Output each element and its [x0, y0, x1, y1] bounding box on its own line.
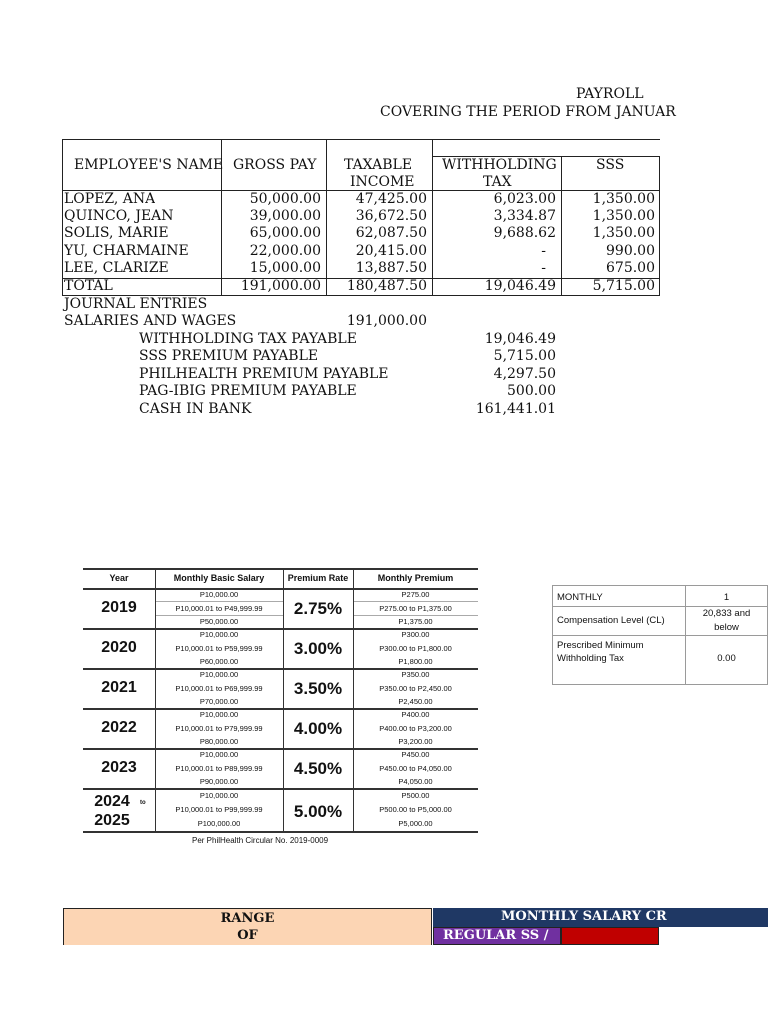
year-label: 2024	[94, 793, 130, 810]
premium-min: P275.00	[401, 590, 430, 599]
sss-amount: 990.00	[606, 243, 655, 259]
salary-max: P100,000.00	[197, 819, 241, 828]
credit-amount: 4,297.50	[493, 366, 556, 382]
salary-max: P90,000.00	[199, 777, 239, 786]
sss-amount: 675.00	[606, 260, 655, 276]
wt-row3-label: Prescribed Minimum	[557, 640, 644, 651]
credit-amount: 19,046.49	[484, 331, 556, 347]
range-label: RANGE	[220, 911, 275, 926]
header-rate: Premium Rate	[287, 573, 349, 583]
taxable-income: 62,087.50	[355, 225, 427, 241]
withholding-tax: 9,688.62	[493, 225, 556, 241]
premium-rate: 3.50%	[293, 679, 343, 698]
debit-amount: 191,000.00	[346, 313, 427, 329]
salary-range: P10,000.01 to P59,999.99	[175, 644, 263, 653]
withholding-tax: -	[541, 243, 546, 259]
year-label: 2025	[94, 812, 130, 829]
salary-min: P10,000.00	[199, 590, 239, 599]
payroll-title: PAYROLL	[576, 86, 644, 102]
philhealth-premium-table	[83, 568, 478, 834]
header-salary: Monthly Basic Salary	[173, 573, 265, 583]
msc-header	[433, 908, 768, 927]
payroll-subtitle: COVERING THE PERIOD FROM JANUAR	[380, 104, 676, 120]
gross-pay: 22,000.00	[249, 243, 321, 259]
range-header	[63, 908, 432, 945]
premium-rate: 5.00%	[293, 802, 343, 821]
premium-min: P400.00	[401, 710, 430, 719]
wt-row2-value: 20,833 and	[702, 608, 751, 619]
premium-max: P4,050.00	[398, 777, 433, 786]
premium-max: P1,800.00	[398, 657, 433, 666]
regular-ss-label: REGULAR SS /	[443, 928, 549, 943]
premium-range: P500.00 to P5,000.00	[379, 805, 452, 814]
salary-min: P10,000.00	[199, 750, 239, 759]
sss-amount: 1,350.00	[592, 225, 655, 241]
header-premium: Monthly Premium	[377, 573, 454, 583]
salary-range: P10,000.01 to P99,999.99	[175, 805, 263, 814]
premium-max: P1,375.00	[398, 617, 433, 626]
taxable-income: 47,425.00	[355, 191, 427, 207]
sss-amount: 1,350.00	[592, 191, 655, 207]
premium-range: P450.00 to P4,050.00	[379, 764, 452, 773]
premium-rate: 2.75%	[293, 599, 343, 618]
taxable-income: 20,415.00	[355, 243, 427, 259]
wt-row3-value: 0.00	[717, 653, 736, 664]
year-label: 2022	[101, 719, 137, 736]
gross-pay: 65,000.00	[249, 225, 321, 241]
withholding-tax: 19,046.49	[484, 278, 556, 294]
salary-max: P60,000.00	[199, 657, 239, 666]
credit-amount: 500.00	[507, 383, 556, 399]
employee-name: LOPEZ, ANA	[64, 191, 156, 207]
employee-name: QUINCO, JEAN	[64, 208, 174, 224]
header-year: Year	[109, 573, 129, 583]
year-label: 2020	[101, 639, 137, 656]
total-label: TOTAL	[64, 278, 113, 294]
salary-min: P10,000.00	[199, 791, 239, 800]
premium-max: P2,450.00	[398, 697, 433, 706]
wt-row1-value: 1	[723, 592, 730, 603]
premium-max: P3,200.00	[398, 737, 433, 746]
salary-range: P10,000.01 to P69,999.99	[175, 684, 263, 693]
taxable-income: 36,672.50	[355, 208, 427, 224]
salary-min: P10,000.00	[199, 710, 239, 719]
salary-max: P70,000.00	[199, 697, 239, 706]
premium-rate: 3.00%	[293, 639, 343, 658]
gross-pay: 15,000.00	[249, 260, 321, 276]
premium-range: P400.00 to P3,200.00	[379, 724, 452, 733]
premium-range: P300.00 to P1,800.00	[379, 644, 452, 653]
withholding-tax-snippet	[552, 585, 768, 685]
gross-pay: 50,000.00	[249, 191, 321, 207]
debit-account: SALARIES AND WAGES	[64, 313, 237, 329]
salary-min: P10,000.00	[199, 670, 239, 679]
sss-amount: 5,715.00	[592, 278, 655, 294]
salary-range: P10,000.01 to P49,999.99	[175, 604, 263, 613]
year-label: 2023	[101, 759, 137, 776]
premium-max: P5,000.00	[398, 819, 433, 828]
credit-account: PHILHEALTH PREMIUM PAYABLE	[139, 366, 389, 382]
taxable-income: 13,887.50	[355, 260, 427, 276]
withholding-tax: 6,023.00	[493, 191, 556, 207]
col-header-taxable-2: INCOME	[350, 174, 415, 190]
salary-max: P80,000.00	[199, 737, 239, 746]
premium-rate: 4.00%	[293, 719, 343, 738]
withholding-tax: -	[541, 260, 546, 276]
col-header-wtax-2: TAX	[483, 174, 512, 190]
regular-ss-header	[433, 927, 561, 945]
msc-label: MONTHLY SALARY CR	[501, 909, 667, 924]
salary-range: P10,000.01 to P79,999.99	[175, 724, 263, 733]
col-header-gross: GROSS PAY	[233, 157, 317, 173]
year-label: 2019	[101, 599, 137, 616]
year-to-label: to	[140, 800, 146, 806]
credit-account: CASH IN BANK	[139, 401, 252, 417]
premium-min: P500.00	[401, 791, 430, 800]
withholding-tax: 3,334.87	[493, 208, 556, 224]
col-header-taxable: TAXABLE	[344, 157, 413, 173]
gross-pay: 39,000.00	[249, 208, 321, 224]
salary-range: P10,000.01 to P89,999.99	[175, 764, 263, 773]
wt-row2-value-2: below	[714, 622, 739, 633]
premium-rate: 4.50%	[293, 759, 343, 778]
credit-account: WITHHOLDING TAX PAYABLE	[139, 331, 357, 347]
gross-pay: 191,000.00	[240, 278, 321, 294]
wt-row2-label: Compensation Level (CL)	[557, 615, 665, 626]
credit-account: PAG-IBIG PREMIUM PAYABLE	[139, 383, 357, 399]
red-header-cell	[561, 927, 659, 945]
year-label: 2021	[101, 679, 137, 696]
philhealth-note: Per PhilHealth Circular No. 2019-0009	[192, 836, 329, 845]
wt-row3-label-2: Withholding Tax	[557, 653, 624, 664]
col-header-sss: SSS	[596, 157, 625, 173]
wt-row1-label: MONTHLY	[557, 592, 603, 603]
premium-range: P350.00 to P2,450.00	[379, 684, 452, 693]
employee-name: SOLIS, MARIE	[64, 225, 169, 241]
salary-max: P50,000.00	[199, 617, 239, 626]
col-header-name: EMPLOYEE'S NAME	[74, 157, 224, 173]
premium-min: P300.00	[401, 630, 430, 639]
premium-min: P450.00	[401, 750, 430, 759]
credit-amount: 5,715.00	[493, 348, 556, 364]
credit-account: SSS PREMIUM PAYABLE	[139, 348, 319, 364]
of-label: OF	[237, 928, 258, 943]
sss-amount: 1,350.00	[592, 208, 655, 224]
salary-min: P10,000.00	[199, 630, 239, 639]
employee-name: LEE, CLARIZE	[64, 260, 169, 276]
credit-amount: 161,441.01	[475, 401, 556, 417]
employee-name: YU, CHARMAINE	[64, 243, 189, 259]
journal-title: JOURNAL ENTRIES	[64, 296, 208, 312]
premium-min: P350.00	[401, 670, 430, 679]
premium-range: P275.00 to P1,375.00	[379, 604, 452, 613]
col-header-wtax: WITHHOLDING	[442, 157, 557, 173]
taxable-income: 180,487.50	[346, 278, 427, 294]
